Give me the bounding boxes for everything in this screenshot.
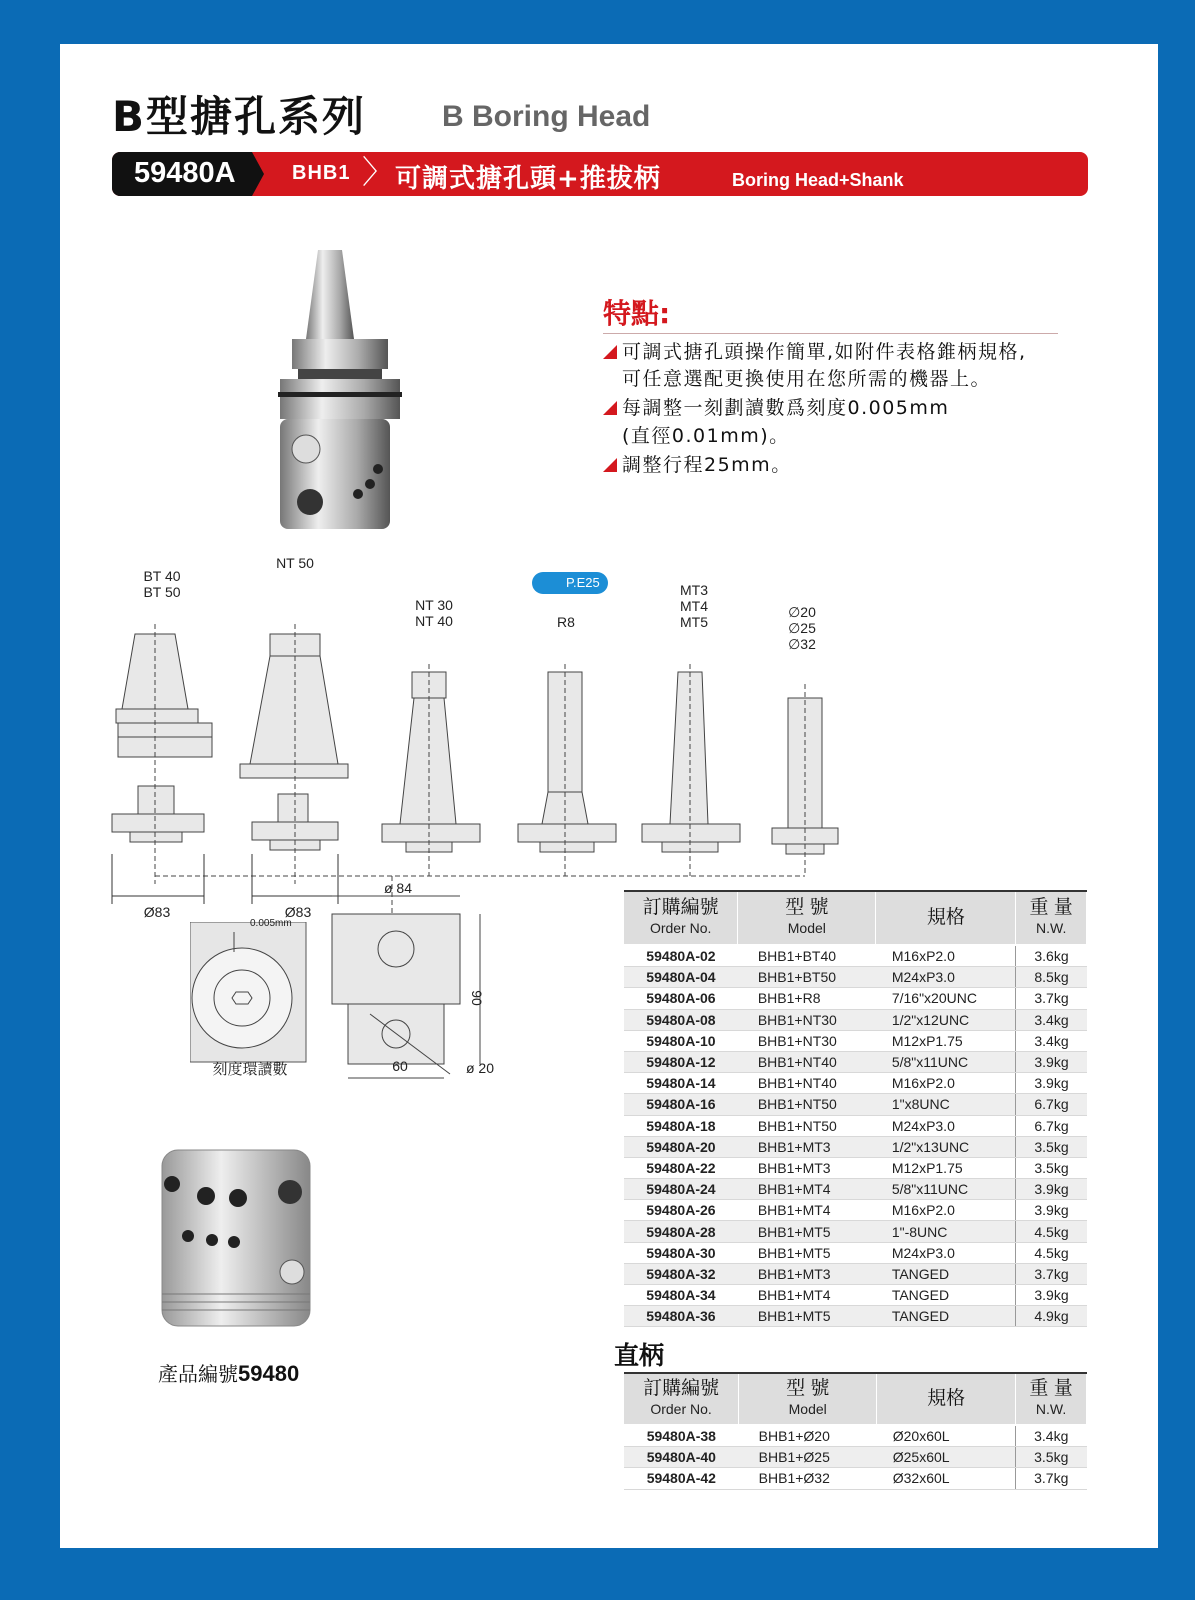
triangle-bullet-icon xyxy=(603,458,617,472)
product-desc-en: Boring Head+Shank xyxy=(732,170,904,190)
dim-83-a: Ø83 xyxy=(132,904,182,920)
table-cell: BHB1+MT3 xyxy=(738,1263,876,1284)
straight-shank-title: 直柄 xyxy=(614,1341,665,1370)
features-title: 特點: xyxy=(603,297,671,330)
main-spec-table xyxy=(624,890,1087,1327)
table-cell: 5/8"x11UNC xyxy=(876,1051,1016,1072)
col-spec: 規格 xyxy=(877,1373,1016,1425)
dial-note: 0.005mm xyxy=(250,918,292,929)
table-cell: 59480A-12 xyxy=(624,1051,738,1072)
table-cell: 3.9kg xyxy=(1016,1051,1087,1072)
table-cell: Ø32x60L xyxy=(877,1468,1016,1489)
table-cell: 59480A-24 xyxy=(624,1179,738,1200)
boring-head-shank-photo xyxy=(270,244,410,544)
table-cell: BHB1+MT4 xyxy=(738,1285,876,1306)
straight-spec-table xyxy=(624,1372,1087,1490)
table-cell: 59480A-32 xyxy=(624,1263,738,1284)
table-cell: M24xP3.0 xyxy=(876,967,1016,988)
table-cell: BHB1+NT30 xyxy=(738,1030,876,1051)
table-cell: 3.9kg xyxy=(1016,1285,1087,1306)
table-cell: BHB1+Ø32 xyxy=(739,1468,877,1489)
label-straight: ∅20 ∅25 ∅32 xyxy=(788,604,816,652)
table-cell: 59480A-08 xyxy=(624,1009,738,1030)
table-cell: 59480A-38 xyxy=(624,1425,739,1447)
table-cell: TANGED xyxy=(876,1263,1016,1284)
table-cell: 3.6kg xyxy=(1016,945,1087,967)
table-row xyxy=(624,1073,1087,1094)
table-row xyxy=(624,1200,1087,1221)
table-cell: M16xP2.0 xyxy=(876,1073,1016,1094)
table-cell: BHB1+BT40 xyxy=(738,945,876,967)
table-cell: 1"x8UNC xyxy=(876,1094,1016,1115)
feature-item-1-cont: 可任意選配更換使用在您所需的機器上。 xyxy=(622,368,992,390)
page-title-en: B Boring Head xyxy=(442,100,651,133)
table-cell: 59480A-40 xyxy=(624,1447,739,1468)
page-title: B型搪孔系列 xyxy=(112,92,367,141)
table-cell: 5/8"x11UNC xyxy=(876,1179,1016,1200)
table-row xyxy=(624,1179,1087,1200)
col-spec: 規格 xyxy=(876,891,1016,945)
table-cell: 1/2"x12UNC xyxy=(876,1009,1016,1030)
triangle-bullet-icon xyxy=(603,345,617,359)
table-cell: BHB1+MT4 xyxy=(738,1200,876,1221)
table-cell: M16xP2.0 xyxy=(876,945,1016,967)
label-nt50: NT 50 xyxy=(276,555,314,571)
table-cell: BHB1+Ø20 xyxy=(739,1425,877,1447)
feature-item-2-cont: (直徑0.01mm)。 xyxy=(622,425,790,447)
dial-ring-drawing xyxy=(190,922,308,1064)
table-cell: 3.5kg xyxy=(1016,1136,1087,1157)
dim-20: ø 20 xyxy=(465,1060,494,1076)
table-cell: 4.5kg xyxy=(1016,1242,1087,1263)
table-cell: 59480A-10 xyxy=(624,1030,738,1051)
table-cell: BHB1+NT30 xyxy=(738,1009,876,1030)
product-caption: 產品編號59480 xyxy=(158,1361,300,1386)
table-row xyxy=(624,967,1087,988)
table-cell: BHB1+NT50 xyxy=(738,1115,876,1136)
boring-head-photo xyxy=(160,1144,316,1334)
product-code: 59480A xyxy=(134,157,236,189)
dim-83-b: Ø83 xyxy=(273,904,323,920)
table-cell: 3.7kg xyxy=(1016,988,1087,1009)
table-cell: M12xP1.75 xyxy=(876,1030,1016,1051)
table-cell: BHB1+MT4 xyxy=(738,1179,876,1200)
col-order: 訂購編號 Order No. xyxy=(624,891,738,945)
table-cell: 59480A-30 xyxy=(624,1242,738,1263)
table-cell: BHB1+NT40 xyxy=(738,1051,876,1072)
table-cell: 3.4kg xyxy=(1016,1009,1087,1030)
table-cell: Ø25x60L xyxy=(877,1447,1016,1468)
table-cell: BHB1+NT50 xyxy=(738,1094,876,1115)
product-desc-cn: 可調式搪孔頭+推拔柄 xyxy=(395,164,661,194)
table-cell: BHB1+NT40 xyxy=(738,1073,876,1094)
table-cell: 3.9kg xyxy=(1016,1073,1087,1094)
table-cell: M16xP2.0 xyxy=(876,1200,1016,1221)
table-cell: BHB1+MT3 xyxy=(738,1157,876,1178)
table-cell: 59480A-02 xyxy=(624,945,738,967)
table-row xyxy=(624,1136,1087,1157)
table-row xyxy=(624,988,1087,1009)
table-cell: 3.5kg xyxy=(1016,1157,1087,1178)
table-cell: 59480A-36 xyxy=(624,1306,738,1327)
dial-caption: 刻度環讀數 xyxy=(212,1061,288,1078)
table-cell: BHB1+R8 xyxy=(738,988,876,1009)
table-cell: BHB1+MT3 xyxy=(738,1136,876,1157)
table-cell: BHB1+MT5 xyxy=(738,1306,876,1327)
table-cell: M12xP1.75 xyxy=(876,1157,1016,1178)
table-row xyxy=(624,1306,1087,1327)
table-cell: 6.7kg xyxy=(1016,1094,1087,1115)
shank-drawings xyxy=(100,624,860,924)
table-cell: 3.4kg xyxy=(1016,1030,1087,1051)
table-cell: 8.5kg xyxy=(1016,967,1087,988)
table-row xyxy=(624,945,1087,967)
table-cell: 59480A-22 xyxy=(624,1157,738,1178)
table-cell: BHB1+BT50 xyxy=(738,967,876,988)
table-row xyxy=(624,1263,1087,1284)
table-row xyxy=(624,1094,1087,1115)
table-cell: 59480A-42 xyxy=(624,1468,739,1489)
table-cell: BHB1+MT5 xyxy=(738,1242,876,1263)
label-nt30: NT 30 NT 40 xyxy=(415,597,453,629)
pe-badge: P.E25 xyxy=(532,572,608,594)
table-row xyxy=(624,1051,1087,1072)
table-cell: Ø20x60L xyxy=(877,1425,1016,1447)
table-cell: 59480A-04 xyxy=(624,967,738,988)
table-cell: 6.7kg xyxy=(1016,1115,1087,1136)
table-cell: M24xP3.0 xyxy=(876,1115,1016,1136)
table-cell: 4.9kg xyxy=(1016,1306,1087,1327)
label-mt: MT3 MT4 MT5 xyxy=(680,582,708,630)
table-cell: 1/2"x13UNC xyxy=(876,1136,1016,1157)
table-row xyxy=(624,1030,1087,1051)
table-cell: TANGED xyxy=(876,1285,1016,1306)
table-cell: BHB1+Ø25 xyxy=(739,1447,877,1468)
feature-item-1: 可調式搪孔頭操作簡單,如附件表格錐柄規格, xyxy=(603,338,1027,366)
col-weight: 重 量 N.W. xyxy=(1016,1373,1087,1425)
table-cell: BHB1+MT5 xyxy=(738,1221,876,1242)
table-cell: 3.9kg xyxy=(1016,1179,1087,1200)
catalog-page xyxy=(60,44,1158,1548)
table-row xyxy=(624,1157,1087,1178)
table-cell: 4.5kg xyxy=(1016,1221,1087,1242)
table-cell: 59480A-20 xyxy=(624,1136,738,1157)
table-row xyxy=(624,1115,1087,1136)
table-row xyxy=(624,1242,1087,1263)
col-model: 型 號 Model xyxy=(739,1373,877,1425)
table-cell: TANGED xyxy=(876,1306,1016,1327)
triangle-bullet-icon xyxy=(603,401,617,415)
table-cell: 59480A-16 xyxy=(624,1094,738,1115)
feature-item-2: 每調整一刻劃讀數爲刻度0.005mm xyxy=(603,394,949,422)
table-cell: 3.4kg xyxy=(1016,1425,1087,1447)
table-cell: 3.7kg xyxy=(1016,1263,1087,1284)
label-bt: BT 40 BT 50 xyxy=(143,568,181,600)
dim-84: ø 84 xyxy=(383,880,412,896)
feature-item-3: 調整行程25mm。 xyxy=(603,451,792,479)
table-row xyxy=(624,1285,1087,1306)
col-weight: 重 量 N.W. xyxy=(1016,891,1087,945)
label-r8: R8 xyxy=(557,614,575,630)
table-cell: 3.5kg xyxy=(1016,1447,1087,1468)
table-cell: 59480A-14 xyxy=(624,1073,738,1094)
table-cell: 1"-8UNC xyxy=(876,1221,1016,1242)
product-model: BHB1 xyxy=(292,162,351,184)
chevron-right-icon: 〉 xyxy=(362,153,395,191)
table-cell: 3.9kg xyxy=(1016,1200,1087,1221)
table-cell: 59480A-18 xyxy=(624,1115,738,1136)
product-band xyxy=(112,152,1088,196)
table-row xyxy=(624,1447,1087,1468)
table-cell: 3.7kg xyxy=(1016,1468,1087,1489)
col-model: 型 號 Model xyxy=(738,891,876,945)
table-cell: 7/16"x20UNC xyxy=(876,988,1016,1009)
table-cell: 59480A-06 xyxy=(624,988,738,1009)
table-row xyxy=(624,1009,1087,1030)
dim-60: 60 xyxy=(392,1058,408,1074)
table-row xyxy=(624,1425,1087,1447)
table-row xyxy=(624,1221,1087,1242)
table-cell: 59480A-26 xyxy=(624,1200,738,1221)
table-cell: 59480A-28 xyxy=(624,1221,738,1242)
table-cell: M24xP3.0 xyxy=(876,1242,1016,1263)
table-row xyxy=(624,1468,1087,1489)
col-order: 訂購編號 Order No. xyxy=(624,1373,739,1425)
table-cell: 59480A-34 xyxy=(624,1285,738,1306)
dim-90: 90 xyxy=(469,990,485,1006)
